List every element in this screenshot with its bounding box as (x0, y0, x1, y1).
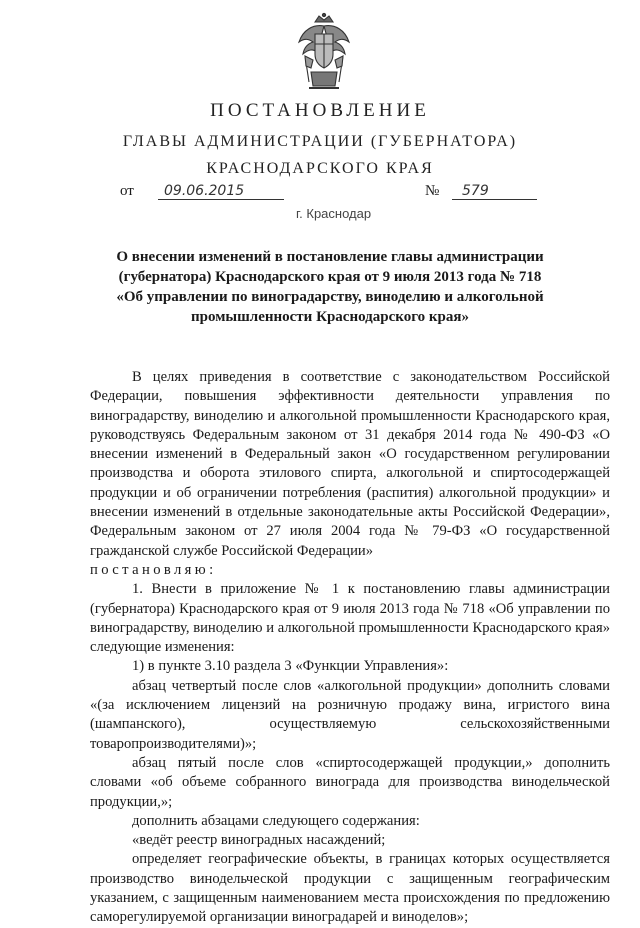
date-value: 09.06.2015 (158, 183, 284, 200)
amendment-intro-paragraph: дополнить абзацами следующего содержания: (132, 812, 420, 829)
date-label: от (120, 183, 134, 199)
subclause-1-paragraph: 1) в пункте 3.10 раздела 3 «Функции Управления»: (132, 658, 449, 675)
amendment-paragraph-4: абзац четвертый после слов «алкогольной продукции» дополнить словами «(за исключением лицензий на розничную продажу вина, игристого вина (шампанского), осуществляемую сельскохозяйственными товаропроизводителями)»; (90, 677, 610, 752)
number-label: № (425, 183, 440, 199)
amendment-paragraph-5: абзац пятый после слов «спиртосодержащей продукции,» дополнить словами «об объеме собранного винограда для производства винодельческой продукции,»; (90, 754, 610, 810)
number-value: 579 (452, 183, 537, 200)
coat-of-arms-emblem (295, 12, 353, 94)
amendment-geo-paragraph: определяет географические объекты, в границах которых осуществляется производство винодельческой продукции с защищенным географическим указанием, с защищенным наименованием места происхождения по предложению саморегулируемой организации виноградарей и виноделов»; (90, 851, 610, 926)
amendment-registry-paragraph: «ведёт реестр виноградных насаждений; (132, 832, 386, 849)
document-type-heading: ПОСТАНОВЛЕНИЕ (210, 100, 430, 121)
city-label: г. Краснодар (296, 206, 372, 221)
preamble-paragraph: В целях приведения в соответствие с законодательством Российской Федерации, повышения эффективности деятельности управления по виноградарству, виноделию и алкогольной промышленности Краснодарского края, руководствуясь Федеральным законом от 31 декабря 2014 года № 490-ФЗ «О внесении изменений в Федеральный закон «О государственном регулировании производства и оборота этилового спирта, алкогольной и спиртосодержащей продукции и об ограничении потребления (распития) алкогольной продукции» и внесении изменений в отдельные законодательные акты Российской Федерации», Федеральным законом от 27 июля 2004 года № 79-ФЗ «О государственной гражданской службе Российской Федерации» (90, 369, 610, 559)
decree-word: постановляю: (90, 561, 217, 578)
region-heading: КРАСНОДАРСКОГО КРАЯ (206, 160, 434, 177)
document-title: О внесении изменений в постановление главы администрации (губернатора) Краснодарского края от 9 июля 2013 года № 718 «Об управлении по виноградарству, виноделию и алкогольной промышленности Краснодарского края» (116, 249, 544, 325)
document-body (90, 368, 610, 928)
issuer-heading: ГЛАВЫ АДМИНИСТРАЦИИ (ГУБЕРНАТОРА) (122, 133, 518, 150)
clause-1-paragraph: 1. Внести в приложение № 1 к постановлению главы администрации (губернатора) Краснодарского края от 9 июля 2013 года № 718 «Об управлении по виноградарству, виноделию и алкогольной промышленности Краснодарского края» следующие изменения: (90, 581, 610, 656)
